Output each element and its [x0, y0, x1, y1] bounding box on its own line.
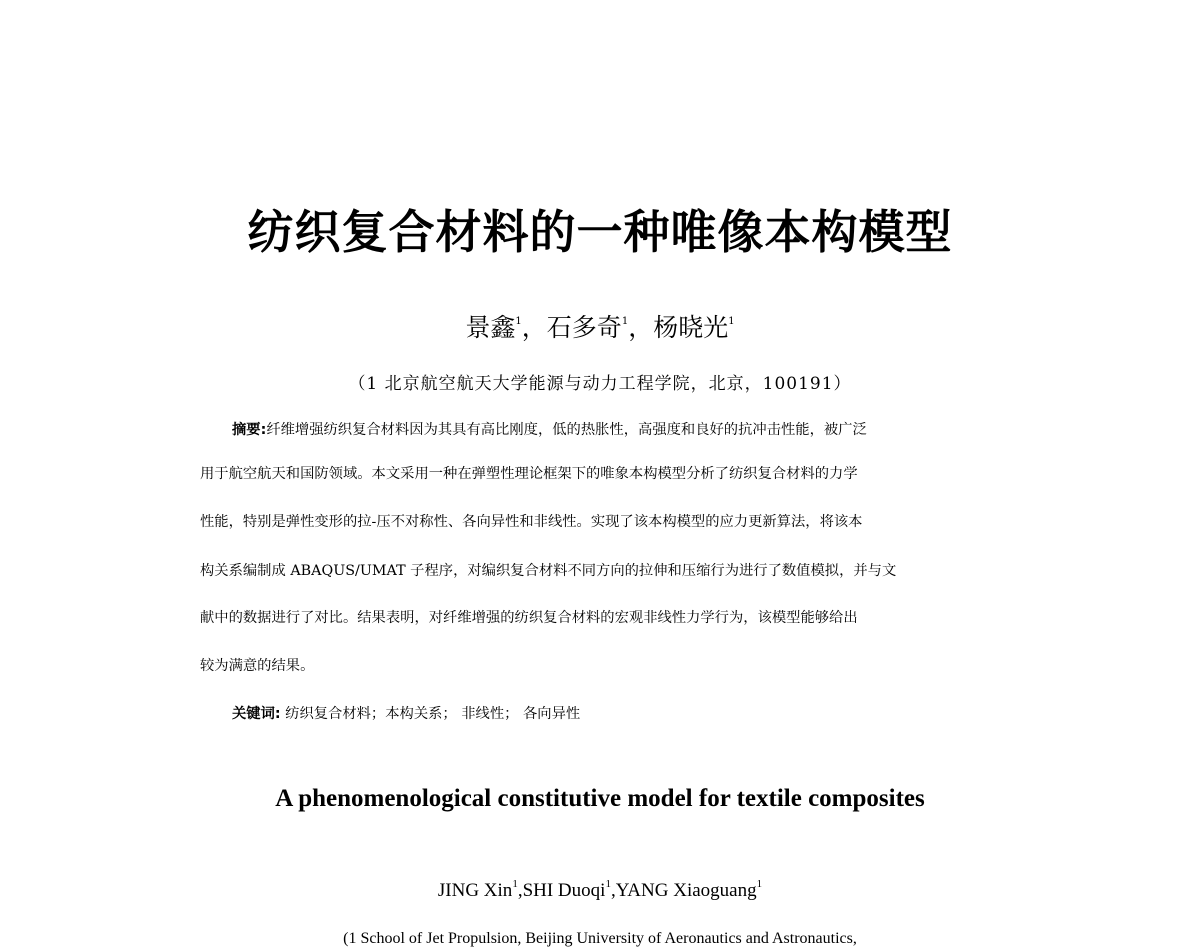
affiliation-marker: 1	[605, 878, 611, 890]
affiliation-cn: （1 北京航空航天大学能源与动力工程学院，北京，100191）	[348, 374, 852, 394]
author-name: 杨晓光	[653, 313, 729, 342]
keywords-text: 纺织复合材料；本构关系； 非线性； 各向异性	[285, 706, 581, 722]
affiliation-marker: 1	[728, 316, 735, 327]
author-list-en: JING Xin$^1$,SHI Duoqi$^1$,YANG Xiaoguang$^1$	[437, 878, 763, 901]
paper-title-en: A phenomenological constitutive model for textile composites	[275, 785, 925, 812]
abstract-label: 摘要:	[232, 422, 267, 438]
keywords	[232, 703, 580, 723]
author-separator: ，	[521, 313, 547, 342]
abstract-line: 用于航空航天和国防领域。本文采用一种在弹塑性理论框架下的唯象本构模型分析了纺织复合材料的力学	[200, 466, 858, 482]
abstract-line: 性能，特别是弹性变形的拉-压不对称性、各向异性和非线性。实现了该本构模型的应力更新算法，将该本	[200, 514, 863, 530]
affiliation-marker: 1	[512, 878, 518, 890]
author-separator: ，	[628, 313, 654, 342]
affiliation-marker: 1	[756, 878, 763, 890]
paper-title-cn: 纺织复合材料的一种唯像本构模型	[247, 205, 953, 259]
author-name: JING Xin	[437, 880, 513, 901]
affiliation-en: (1 School of Jet Propulsion, Beijing University of Aeronautics and Astronautics,	[343, 930, 857, 947]
author-name: 景鑫	[465, 313, 516, 342]
author-name: SHI Duoqi	[522, 880, 606, 901]
affiliation-marker: 1	[621, 316, 629, 327]
abstract-line: 较为满意的结果。	[200, 658, 315, 674]
abstract-line	[232, 419, 867, 439]
author-name: 石多奇	[546, 313, 622, 342]
abstract-line: 构关系编制成 ABAQUS/UMAT 子程序，对编织复合材料不同方向的拉伸和压缩行为进行了数值模拟，并与文	[200, 563, 897, 579]
affiliation-marker: 1	[515, 316, 522, 327]
abstract-line: 献中的数据进行了对比。结果表明，对纤维增强的纺织复合材料的宏观非线性力学行为，该模型能够给出	[200, 610, 858, 626]
abstract-text: 纤维增强纺织复合材料因为其具有高比刚度，低的热胀性，高强度和良好的抗冲击性能，被广泛	[266, 422, 867, 438]
keywords-label: 关键词:	[232, 706, 281, 722]
author-list-cn	[0, 308, 1200, 344]
author-name: YANG Xiaoguang	[615, 880, 757, 901]
